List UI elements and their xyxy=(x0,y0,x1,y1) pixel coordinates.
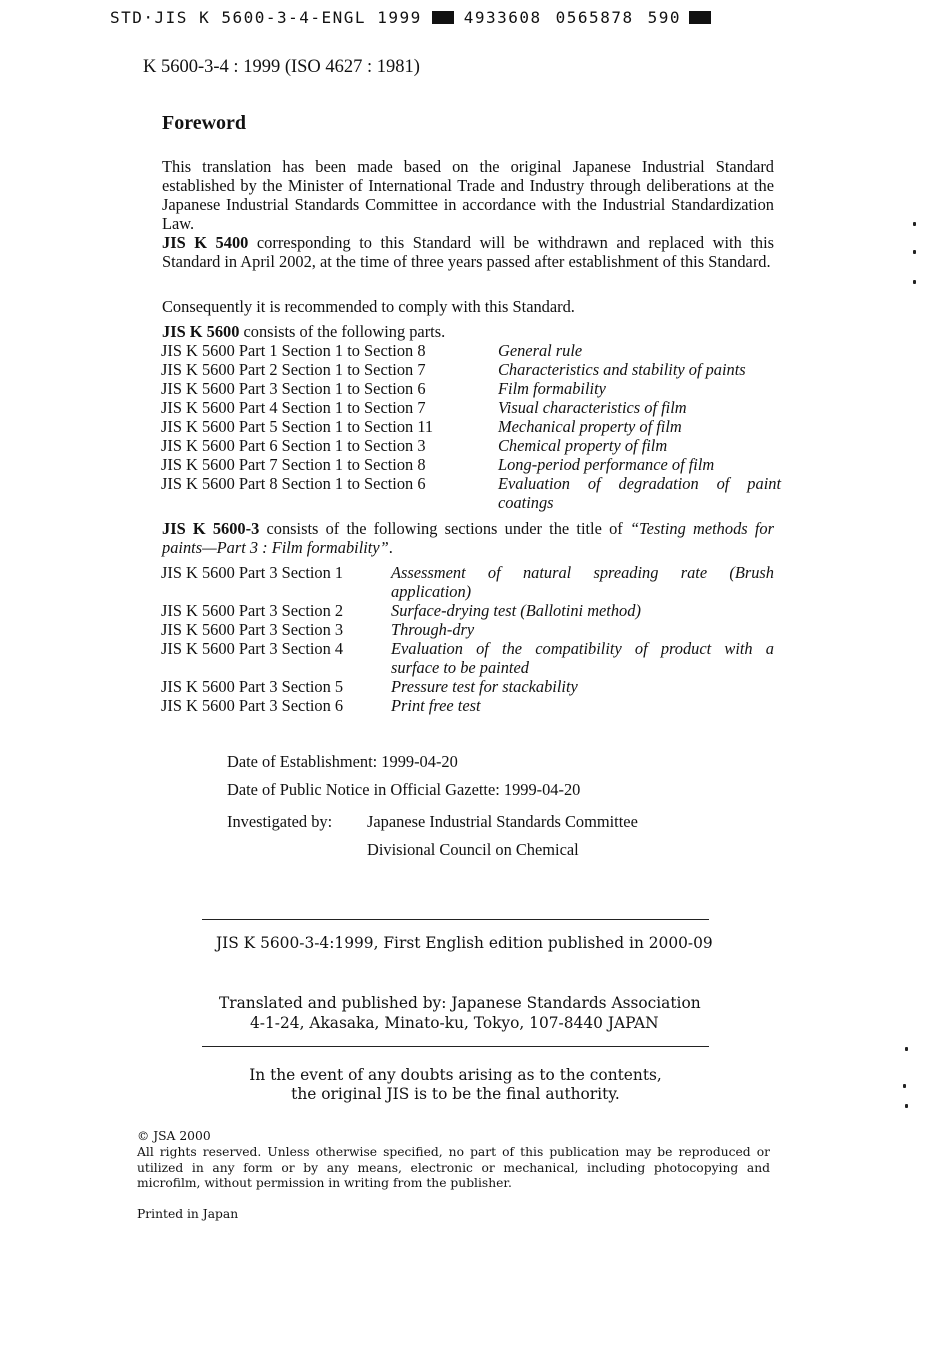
divider xyxy=(202,1046,709,1047)
standard-ref: JIS K 5600 xyxy=(162,322,240,341)
list-item xyxy=(161,455,781,474)
scan-speck xyxy=(905,1047,908,1051)
copyright-text: All rights reserved. Unless otherwise specified, no part of this publication may be reproduced or utilized in any form or by any means, electronic or mechanical, including photocopying and microfilm, without permission in writing from the publisher. xyxy=(137,1145,770,1190)
section-title: Assessment of natural spreading rate (Brush xyxy=(391,563,774,582)
part-title: Characteristics and stability of paints xyxy=(498,360,746,379)
scan-speck xyxy=(905,1104,908,1108)
section-ref: JIS K 5600 Part 3 Section 2 xyxy=(161,601,344,620)
committee-name: Japanese Industrial Standards Committee xyxy=(367,812,638,831)
list-item xyxy=(161,601,774,620)
list-item xyxy=(161,398,781,417)
part-ref: JIS K 5600 Part 7 Section 1 to Section 8 xyxy=(161,455,426,474)
list-item xyxy=(161,341,781,360)
standard-ref: JIS K 5600-3 xyxy=(162,519,260,538)
part-title: Film formability xyxy=(498,379,606,398)
parts-list xyxy=(161,341,781,512)
scan-header-number-1: 4933608 xyxy=(463,8,542,27)
edition-note: JIS K 5600-3-4:1999, First English edition published in 2000-09 xyxy=(216,934,713,952)
part-title: Evaluation of degradation of paint xyxy=(498,474,781,493)
document-id: K 5600-3-4 : 1999 (ISO 4627 : 1981) xyxy=(143,57,420,77)
part-title: Chemical property of film xyxy=(498,436,668,455)
redaction-block xyxy=(432,11,454,24)
part-ref: JIS K 5600 Part 1 Section 1 to Section 8 xyxy=(161,341,426,360)
part-title-cont: coatings xyxy=(498,493,554,512)
scan-speck xyxy=(913,222,916,226)
list-item xyxy=(161,474,781,493)
part-title: Visual characteristics of film xyxy=(498,398,687,417)
publisher-line: Translated and published by: Japanese Standards Association xyxy=(219,994,701,1012)
paragraph-text: corresponding to this Standard will be withdrawn and replaced with this Standard in April 2002, at the time of three years passed after establishment of this Standard. xyxy=(162,233,775,271)
list-item-continuation xyxy=(161,582,774,601)
paragraph-text: consists of the following sections under the title of xyxy=(259,519,630,538)
part-ref: JIS K 5600 Part 5 Section 1 to Section 11 xyxy=(161,417,434,436)
part-ref: JIS K 5600 Part 3 Section 1 to Section 6 xyxy=(161,379,426,398)
scan-header-code: STD·JIS K 5600-3-4-ENGL 1999 xyxy=(110,8,422,27)
section-ref: JIS K 5600 Part 3 Section 3 xyxy=(161,620,344,639)
printed-in: Printed in Japan xyxy=(137,1207,239,1221)
section-title: Pressure test for stackability xyxy=(391,677,578,696)
establishment-date: Date of Establishment: 1999-04-20 xyxy=(227,752,458,771)
authority-line-1: In the event of any doubts arising as to the contents, xyxy=(249,1066,662,1084)
standard-ref: JIS K 5400 xyxy=(162,233,249,252)
section-title: Evaluation of the compatibility of product with a xyxy=(391,639,774,658)
scan-header xyxy=(110,8,711,27)
intro-paragraph-2 xyxy=(162,233,774,271)
part-ref: JIS K 5600 Part 8 Section 1 to Section 6 xyxy=(161,474,426,493)
sections-intro xyxy=(162,519,774,557)
page-title: Foreword xyxy=(162,112,247,134)
scan-header-number-3: 590 xyxy=(647,8,681,27)
publisher-address: 4-1-24, Akasaka, Minato-ku, Tokyo, 107-8440 JAPAN xyxy=(250,1014,659,1032)
investigated-by xyxy=(227,808,638,864)
list-item xyxy=(161,563,774,582)
list-item xyxy=(161,417,781,436)
intro-paragraph-1: This translation has been made based on the original Japanese Industrial Standard established by the Minister of International Trade and Industry through deliberations at the Japanese Industrial Standards Committee in accordance with the Industrial Standardization Law. xyxy=(162,157,774,233)
section-title: Print free test xyxy=(391,696,481,715)
divider xyxy=(202,919,709,920)
scan-speck xyxy=(903,1084,906,1088)
copyright-mark: © JSA 2000 xyxy=(137,1129,211,1143)
list-item xyxy=(161,379,781,398)
investigated-label: Investigated by: xyxy=(227,812,333,831)
list-item xyxy=(161,436,781,455)
list-item xyxy=(161,360,781,379)
section-ref: JIS K 5600 Part 3 Section 4 xyxy=(161,639,344,658)
council-name: Divisional Council on Chemical xyxy=(367,840,579,859)
series-title: “Testing methods for paints—Part 3 : Film formability” xyxy=(162,519,774,557)
list-item xyxy=(161,639,774,658)
section-title: Surface-drying test (Ballotini method) xyxy=(391,601,641,620)
list-item-continuation xyxy=(161,493,781,512)
list-item-continuation xyxy=(161,658,774,677)
scan-speck xyxy=(913,250,916,254)
public-notice-date: Date of Public Notice in Official Gazette: 1999-04-20 xyxy=(227,780,581,799)
intro-paragraph-3: Consequently it is recommended to comply with this Standard. xyxy=(162,297,575,316)
part-title: Long-period performance of film xyxy=(498,455,715,474)
paragraph-end: . xyxy=(388,538,393,557)
list-item xyxy=(161,620,774,639)
part-ref: JIS K 5600 Part 4 Section 1 to Section 7 xyxy=(161,398,426,417)
section-title-cont: surface to be painted xyxy=(391,658,529,677)
section-ref: JIS K 5600 Part 3 Section 5 xyxy=(161,677,344,696)
scan-speck xyxy=(913,280,916,284)
scan-header-number-2: 0565878 xyxy=(555,8,634,27)
section-title: Through-dry xyxy=(391,620,475,639)
section-ref: JIS K 5600 Part 3 Section 6 xyxy=(161,696,344,715)
part-ref: JIS K 5600 Part 2 Section 1 to Section 7 xyxy=(161,360,426,379)
sections-list xyxy=(161,563,774,715)
part-title: Mechanical property of film xyxy=(498,417,682,436)
part-title: General rule xyxy=(498,341,583,360)
list-item xyxy=(161,696,774,715)
parts-intro xyxy=(162,322,445,341)
section-title-cont: application) xyxy=(391,582,472,601)
part-ref: JIS K 5600 Part 6 Section 1 to Section 3 xyxy=(161,436,426,455)
redaction-block xyxy=(689,11,711,24)
authority-line-2: the original JIS is to be the final authority. xyxy=(291,1085,620,1103)
paragraph-text: consists of the following parts. xyxy=(239,322,446,341)
section-ref: JIS K 5600 Part 3 Section 1 xyxy=(161,563,344,582)
list-item xyxy=(161,677,774,696)
